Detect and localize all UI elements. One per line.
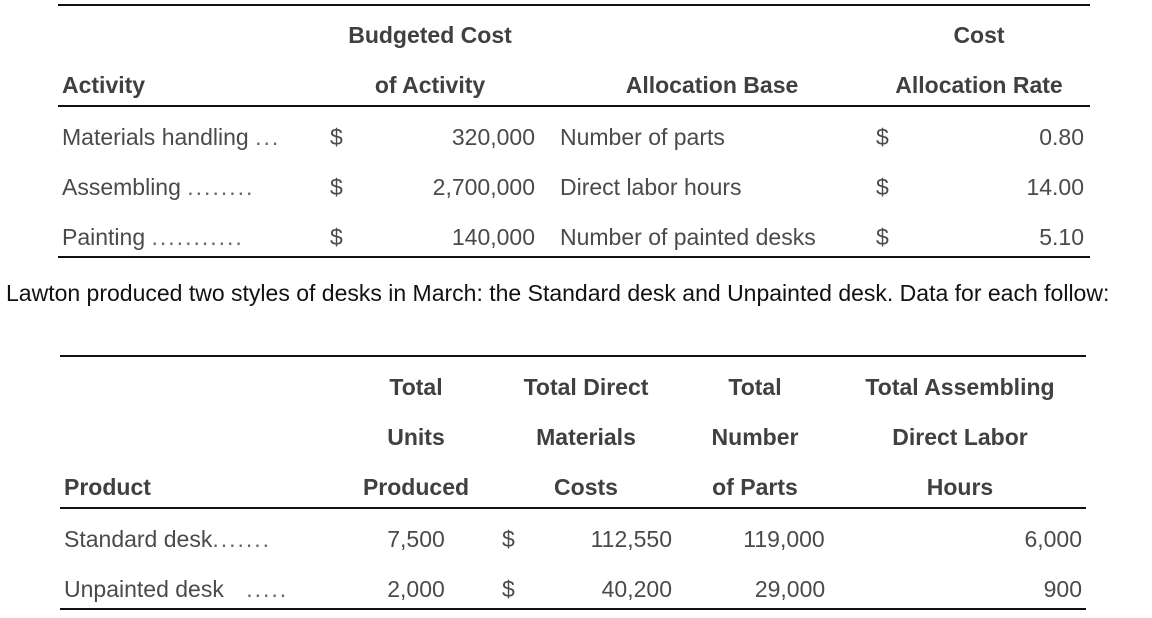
- header-dl-line3: Hours: [926, 474, 994, 500]
- dm-cost-value: 40,200: [601, 576, 672, 602]
- header-dm-line1: Total Direct: [523, 374, 649, 400]
- header-rate-line2: Allocation Rate: [895, 72, 1063, 98]
- rate-currency-symbol: $: [876, 224, 889, 250]
- activity-name: Painting ...........: [62, 224, 244, 250]
- activity-name: Assembling ........: [62, 174, 255, 200]
- header-activity: Activity: [62, 72, 146, 98]
- header-rate-line1: Cost: [953, 22, 1005, 48]
- header-allocation-base: Allocation Base: [625, 72, 799, 98]
- allocation-rate-value: 5.10: [1039, 224, 1084, 250]
- currency-symbol: $: [330, 174, 343, 200]
- units-produced-value: 7,500: [387, 526, 445, 552]
- allocation-base-value: Number of parts: [560, 124, 725, 150]
- currency-symbol: $: [330, 224, 343, 250]
- budgeted-cost-value: 320,000: [451, 124, 535, 150]
- table2-top-rule: [60, 355, 1086, 357]
- table2-bottom-rule: [60, 608, 1086, 610]
- header-parts-line3: of Parts: [712, 474, 798, 500]
- header-budgeted-cost-line2: of Activity: [374, 72, 486, 98]
- budgeted-cost-value: 140,000: [451, 224, 535, 250]
- product-name: Standard desk.......: [64, 526, 272, 552]
- header-parts-line2: Number: [711, 424, 799, 450]
- currency-symbol: $: [330, 124, 343, 150]
- parts-value: 29,000: [754, 576, 826, 602]
- header-parts-line1: Total: [728, 374, 782, 400]
- allocation-rate-value: 0.80: [1039, 124, 1084, 150]
- allocation-rate-value: 14.00: [1026, 174, 1084, 200]
- parts-value: 119,000: [743, 526, 825, 552]
- header-units-line1: Total: [389, 374, 443, 400]
- currency-symbol: $: [502, 576, 515, 602]
- allocation-base-value: Direct labor hours: [560, 174, 742, 200]
- table1-header-rule: [58, 105, 1090, 107]
- header-dm-line2: Materials: [536, 424, 636, 450]
- dl-hours-value: 900: [1043, 576, 1082, 602]
- table1-top-rule: [58, 4, 1090, 6]
- table1-bottom-rule: [58, 256, 1090, 258]
- rate-currency-symbol: $: [876, 124, 889, 150]
- allocation-base-value: Number of painted desks: [560, 224, 816, 250]
- dl-hours-value: 6,000: [1024, 526, 1082, 552]
- units-produced-value: 2,000: [387, 576, 445, 602]
- intro-paragraph: Lawton produced two styles of desks in March: the Standard desk and Unpainted desk. Data for each follow:: [6, 280, 1110, 306]
- dm-cost-value: 112,550: [590, 526, 672, 552]
- rate-currency-symbol: $: [876, 174, 889, 200]
- header-units-line3: Produced: [362, 474, 470, 500]
- header-units-line2: Units: [387, 424, 445, 450]
- header-dl-line1: Total Assembling: [865, 374, 1055, 400]
- table2-header-rule: [60, 507, 1086, 509]
- header-budgeted-cost-line1: Budgeted Cost: [348, 22, 512, 48]
- header-dm-line3: Costs: [554, 474, 618, 500]
- currency-symbol: $: [502, 526, 515, 552]
- header-product: Product: [64, 474, 151, 500]
- header-dl-line2: Direct Labor: [892, 424, 1028, 450]
- activity-name: Materials handling ...: [62, 124, 281, 150]
- product-name: Unpainted desk .....: [64, 576, 289, 602]
- budgeted-cost-value: 2,700,000: [432, 174, 535, 200]
